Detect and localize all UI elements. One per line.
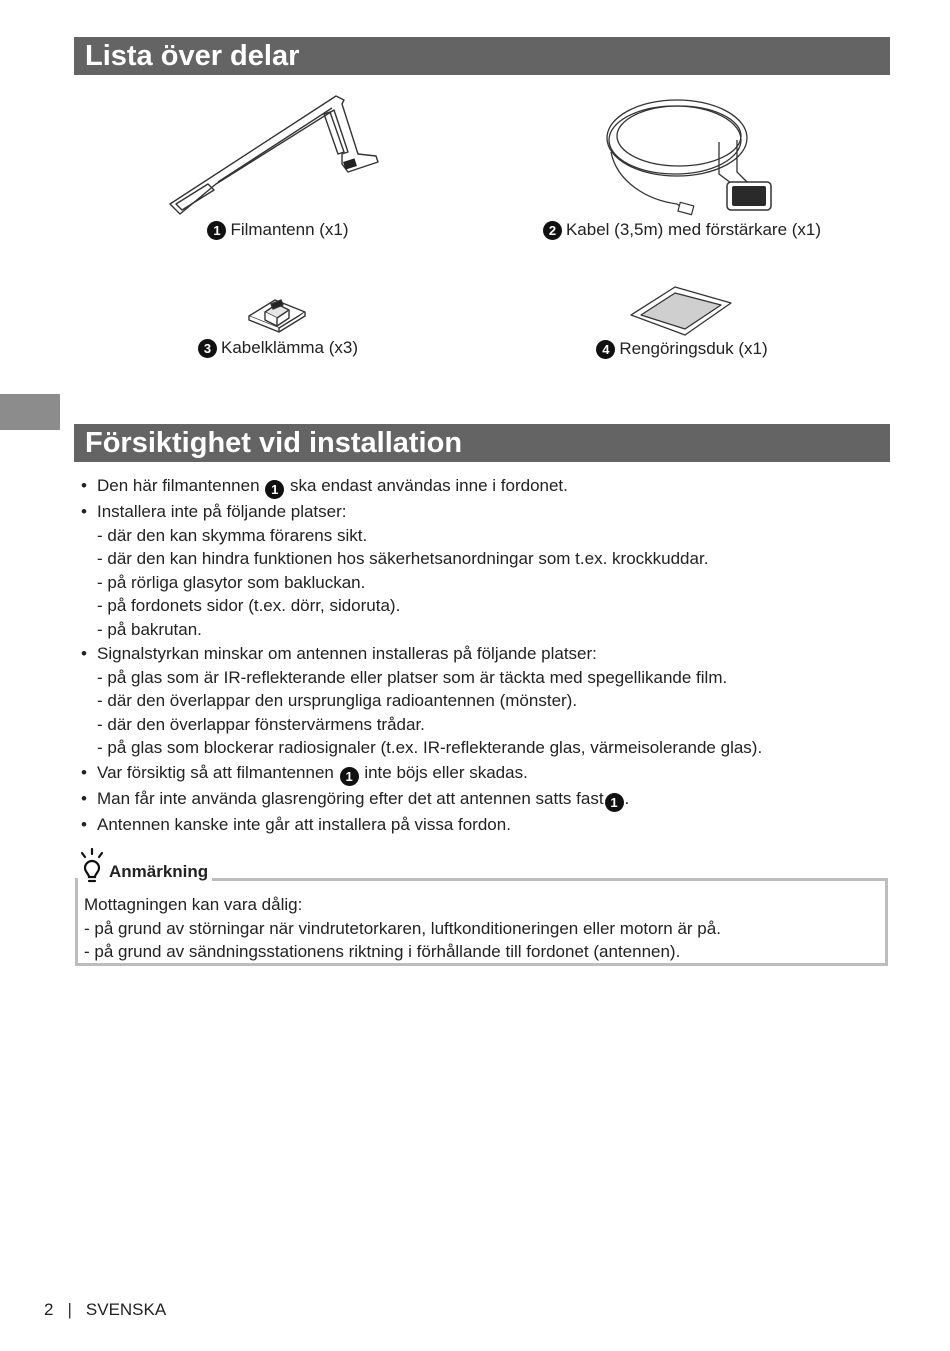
sub-list-item: - där den kan hindra funktionen hos säkerhetsanordningar som t.ex. krockkuddar. <box>97 549 709 568</box>
part-caption <box>78 338 478 358</box>
part-label: Kabelklämma (x3) <box>221 338 358 357</box>
part-number-badge: 1 <box>265 480 284 499</box>
part-number-badge: 3 <box>198 339 217 358</box>
note-title <box>78 848 212 884</box>
list-item: • Signalstyrkan minskar om antennen installeras på följande platser: - på glas som är IR-reflekterande eller platser som är täckta med spegellikande film. - där den överlappar den ursprungliga radioantennen (mönster). - där den överlappar fönstervärmens trådar. - på glas som blockerar radiosignaler (t.ex. IR-reflekterande glas, värmeisolerande glas). <box>80 642 880 760</box>
part-caption <box>482 220 882 240</box>
part-cable-amplifier <box>482 92 882 240</box>
footer-language: SVENSKA <box>85 1300 167 1319</box>
part-number-badge: 4 <box>596 340 615 359</box>
cleaning-cloth-icon <box>627 283 737 339</box>
note-heading: Anmärkning <box>109 862 209 881</box>
sub-list-item: - där den kan skymma förarens sikt. <box>97 525 368 545</box>
page-footer <box>44 1300 166 1320</box>
note-line: - på grund av sändningsstationens riktning i förhållande till fordonet (antennen). <box>84 942 681 961</box>
part-cleaning-cloth <box>482 283 882 359</box>
footer-separator: | <box>67 1300 72 1319</box>
part-cable-clamp <box>78 290 478 358</box>
cable-amplifier-icon <box>587 92 777 220</box>
note-box <box>75 878 888 966</box>
part-number-badge: 1 <box>207 221 226 240</box>
cable-clamp-icon <box>243 290 313 338</box>
part-label: Rengöringsduk (x1) <box>619 339 768 358</box>
list-item: • Var försiktig så att filmantennen 1 inte böjs eller skadas. <box>80 761 880 786</box>
language-side-tab <box>0 394 60 430</box>
sub-list-item: - där den överlappar den ursprungliga radioantennen (mönster). <box>97 691 578 710</box>
part-caption <box>482 339 882 359</box>
part-number-badge: 2 <box>543 221 562 240</box>
precautions-list <box>80 474 880 837</box>
part-caption <box>78 220 478 240</box>
sub-list-item: - på glas som blockerar radiosignaler (t.ex. IR-reflekterande glas, värmeisolerande glas). <box>97 738 763 757</box>
sub-list <box>97 666 880 760</box>
sub-list-item: - på glas som är IR-reflekterande eller platser som är täckta med spegellikande film. <box>97 667 728 687</box>
part-label: Filmantenn (x1) <box>230 220 349 239</box>
sub-list <box>97 524 880 642</box>
lightbulb-icon <box>78 848 106 884</box>
page-number: 2 <box>44 1300 54 1319</box>
part-film-antenna <box>78 92 478 240</box>
sub-list-item: - där den överlappar fönstervärmens trådar. <box>97 714 425 734</box>
list-item: • Antennen kanske inte går att installera på vissa fordon. <box>80 813 880 837</box>
sub-list-item: - på fordonets sidor (t.ex. dörr, sidoruta). <box>97 596 401 615</box>
part-number-badge: 1 <box>605 793 624 812</box>
precautions-heading: Försiktighet vid installation <box>74 424 890 462</box>
sub-list-item: - på rörliga glasytor som bakluckan. <box>97 572 366 592</box>
part-number-badge: 1 <box>340 767 359 786</box>
note-line: - på grund av störningar när vindrutetorkaren, luftkonditioneringen eller motorn är på. <box>84 918 721 938</box>
note-line: Mottagningen kan vara dålig: <box>84 895 303 914</box>
list-item: • Den här filmantennen 1 ska endast användas inne i fordonet. <box>80 474 880 499</box>
sub-list-item: - på bakrutan. <box>97 619 202 639</box>
film-antenna-icon <box>158 92 398 220</box>
parts-list-heading: Lista över delar <box>74 37 890 75</box>
list-item: • Installera inte på följande platser: - där den kan skymma förarens sikt. - där den kan hindra funktionen hos säkerhetsanordningar som t.ex. krockkuddar. - på rörliga glasytor som bakluckan. - på fordonets sidor (t.ex. dörr, sidoruta). - på bakrutan. <box>80 500 880 641</box>
part-label: Kabel (3,5m) med förstärkare (x1) <box>565 220 822 239</box>
list-item: • Man får inte använda glasrengöring efter det att antennen satts fast 1 . <box>80 787 880 812</box>
